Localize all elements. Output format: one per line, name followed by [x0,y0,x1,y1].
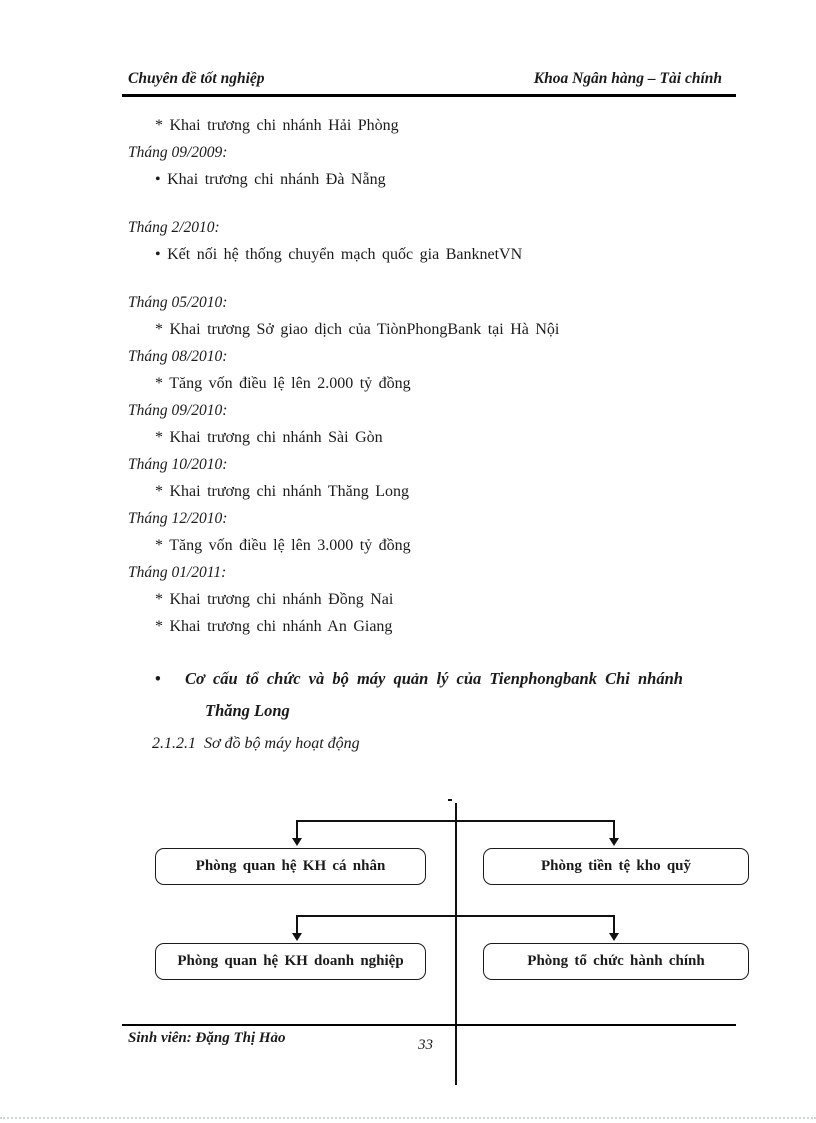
timeline-date: Tháng 10/2010: [128,456,228,473]
org-box-to-chuc-hanh-chinh: Phòng tổ chức hành chính [483,943,749,980]
arrow-down-icon [609,838,619,846]
timeline-item: * Khai trương chi nhánh Đồng Nai [155,591,394,608]
connector-row1-left-stub [296,820,298,839]
header-right-title: Khoa Ngân hàng – Tài chính [533,70,722,87]
footer-student-name: Sinh viên: Đặng Thị Hảo [128,1030,286,1046]
section-heading-text: Cơ cấu tổ chức và bộ máy quản lý của Tienphongbank Chi nhánh [185,669,683,688]
page-break-dotted-separator [0,1117,816,1119]
timeline-blank-spacer [128,268,734,289]
connector-center-vertical-line [455,803,457,1085]
timeline-date: Tháng 2/2010: [128,219,220,236]
timeline-date: Tháng 08/2010: [128,348,228,365]
section-subheading: 2.1.2.1 Sơ đồ bộ máy hoạt động [152,735,360,752]
connector-row2-horizontal [296,915,615,917]
header-rule [122,94,736,97]
connector-row2-right-stub [613,915,615,934]
section-heading-line2: Thăng Long [205,701,290,720]
timeline-item: • Khai trương chi nhánh Đà Nẵng [155,171,386,188]
timeline-item: • Kết nối hệ thống chuyển mạch quốc gia BanknetVN [155,246,523,263]
org-box-tien-te-kho-quy: Phòng tiền tệ kho quỹ [483,848,749,885]
timeline-item: * Khai trương chi nhánh Hải Phòng [155,117,399,134]
timeline-date: Tháng 09/2010: [128,402,228,419]
timeline-date: Tháng 12/2010: [128,510,228,527]
timeline-item: * Khai trương Sở giao dịch của TiònPhongBank tại Hà Nội [155,321,560,338]
timeline-item: * Khai trương chi nhánh Sài Gòn [155,429,383,446]
timeline-date: Tháng 01/2011: [128,564,227,581]
footer-rule [122,1024,736,1026]
section-heading [128,663,734,727]
header-left-title: Chuyên đề tốt nghiệp [128,70,265,87]
section-heading-line1 [128,663,734,695]
timeline-blank-spacer [128,193,734,214]
arrow-down-icon [292,933,302,941]
timeline-item: * Tăng vốn điều lệ lên 3.000 tỷ đồng [155,537,411,554]
bullet-icon: • [155,669,161,688]
timeline-item: * Tăng vốn điều lệ lên 2.000 tỷ đồng [155,375,411,392]
timeline-item: * Khai trương chi nhánh Thăng Long [155,483,410,500]
timeline-item: * Khai trương chi nhánh An Giang [155,618,393,635]
timeline-date: Tháng 09/2009: [128,144,228,161]
connector-row1-right-stub [613,820,615,839]
timeline-date: Tháng 05/2010: [128,294,228,311]
connector-row2-left-stub [296,915,298,934]
page-number: 33 [418,1037,433,1053]
arrow-down-icon [292,838,302,846]
timeline-section [128,112,734,640]
org-box-quan-he-kh-ca-nhan: Phòng quan hệ KH cá nhân [155,848,426,885]
arrow-down-icon [609,933,619,941]
connector-row1-horizontal [296,820,615,822]
connector-top-tick [448,799,452,801]
org-box-quan-he-kh-doanh-nghiep: Phòng quan hệ KH doanh nghiệp [155,943,426,980]
